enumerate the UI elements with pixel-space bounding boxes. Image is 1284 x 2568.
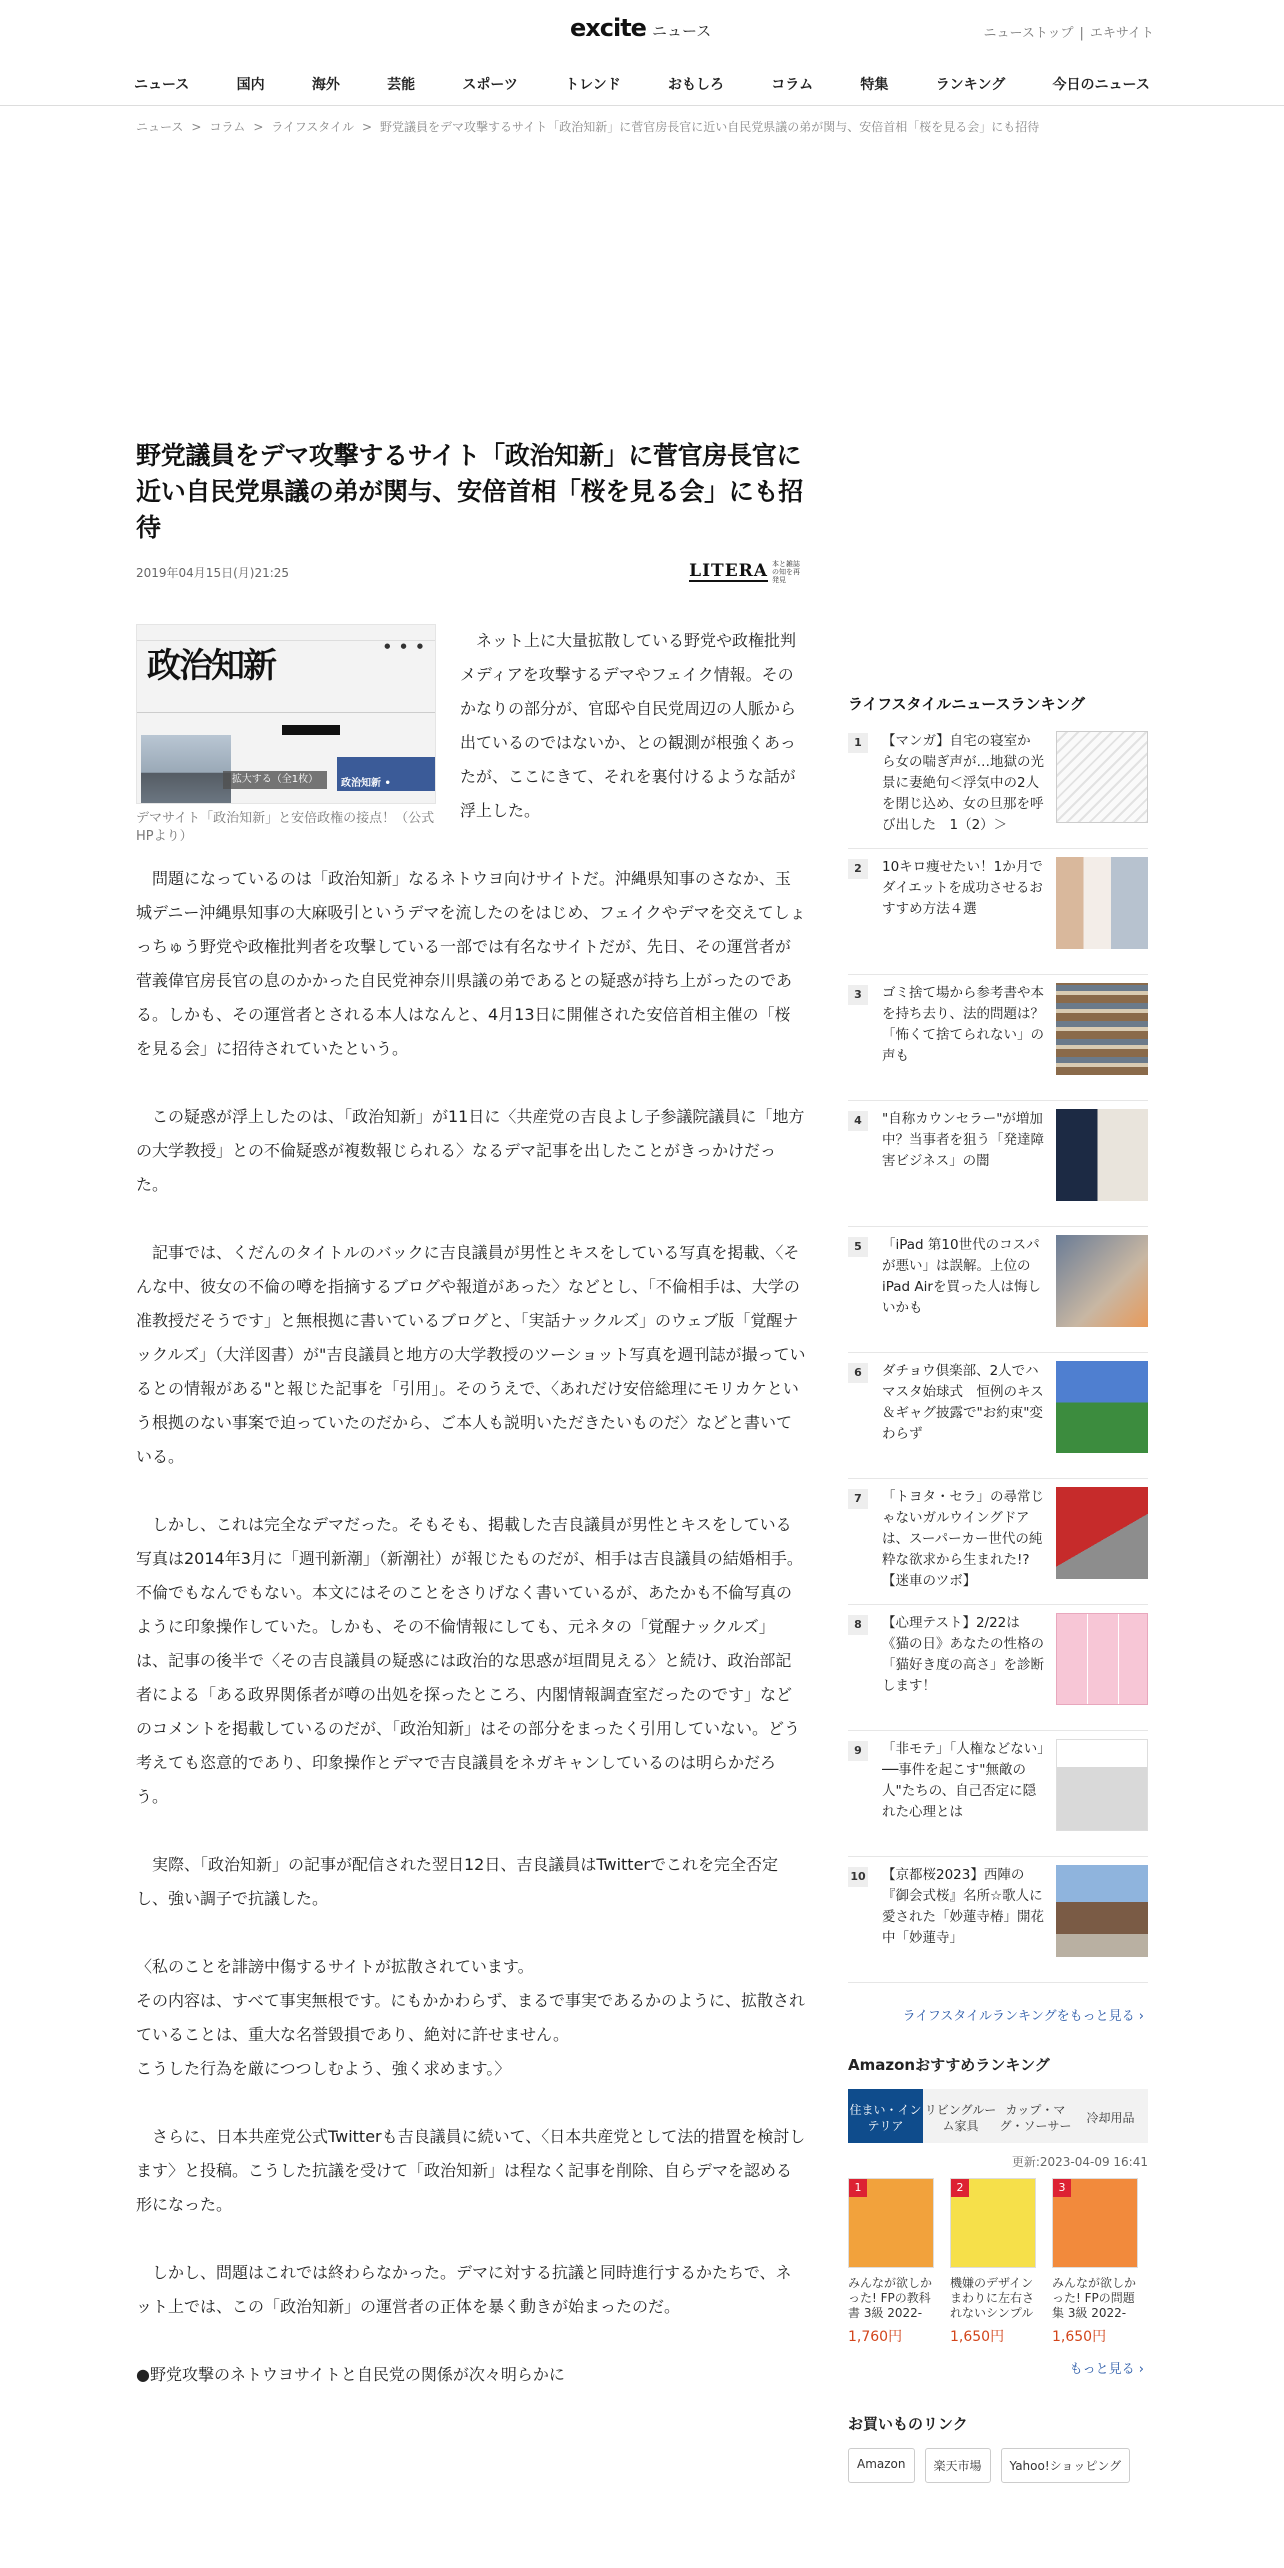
article-paragraph: しかし、これは完全なデマだった。そもそも、掲載した吉良議員が男性とキスをしている写真は2014年3月に「週刊新潮」（新潮社）が報じたものだが、相手は吉良議員の結婚相手。不倫でもなんでもない。本文にはそのことをさりげなく書いているが、あたかも不倫写真のように印象操作していた。しかも、その不倫情報にしても、元ネタの「覚醒ナックルズ」は、記事の後半で〈その吉良議員の疑惑には政治的な思惑が垣間見える〉と続け、政治部記者による「ある政界関係者が噂の出処を探ったところ、内閣情報調査室だったのです」などのコメントを掲載しているのだが、「政治知新」はその部分をまったく引用していない。どう考えても恣意的であり、印象操作とデマで吉良議員をネガキャンしているのは明らかだろう。	[136, 1515, 803, 1806]
article-paragraph: この疑惑が浮上したのは、「政治知新」が11日に〈共産党の吉良よし子参議院議員に「地方の大学教授」との不倫疑惑が複数報じられる〉なるデマ記事を出したことがきっかけだった。	[136, 1107, 805, 1194]
ranking-number: 1	[848, 733, 868, 753]
nav-item-sports[interactable]: スポーツ	[462, 76, 518, 93]
amazon-rank-badge: 1	[849, 2179, 867, 2197]
article-meta	[136, 560, 806, 584]
sidebar	[848, 693, 1148, 2483]
ranking-title: "自称カウンセラー"が増加中？当事者を狙う「発達障害ビジネス」の闇	[882, 1111, 1044, 1169]
ranking-thumbnail	[1056, 731, 1148, 823]
amazon-tab-interior[interactable]: 住まい・インテリア	[848, 2089, 923, 2143]
ranking-number: 7	[848, 1489, 868, 1509]
nav-item-today[interactable]: 今日のニュース	[1052, 76, 1150, 93]
chevron-right-icon: ›	[1138, 2362, 1144, 2377]
article-image[interactable]	[136, 624, 436, 804]
publisher-name: LITERA	[689, 561, 768, 581]
shop-link-yahoo[interactable]: Yahoo!ショッピング	[1001, 2448, 1131, 2483]
nav-item-domestic[interactable]: 国内	[236, 76, 265, 93]
amazon-item[interactable]	[848, 2178, 936, 2346]
ranking-item[interactable]	[848, 975, 1148, 1101]
ranking-item[interactable]	[848, 1227, 1148, 1353]
enlarge-button[interactable]: 拡大する（全1枚）	[223, 771, 327, 789]
amazon-updated: 更新:2023-04-09 16:41	[1011, 2155, 1148, 2169]
ad-space	[0, 138, 1284, 438]
ranking-title: 【心理テスト】2/22は《猫の日》あなたの性格の「猫好き度の高さ」を診断します！	[882, 1615, 1044, 1694]
site-header	[0, 0, 1284, 62]
publisher-logo[interactable]	[689, 560, 806, 584]
article-quote: 〈私のことを誹謗中傷するサイトが拡散されています。 その内容は、すべて事実無根です。にもかかわらず、まるで事実であるかのように、拡散されていることは、重大な名誉毀損であり、絶対に許せません。 こうした行為を厳につつしむよう、強く求めます。〉	[136, 1957, 805, 2078]
nav-item-funny[interactable]: おもしろ	[668, 76, 725, 93]
amazon-item[interactable]	[950, 2178, 1038, 2346]
article-date: 2019年04月15日(月)21:25	[136, 565, 290, 580]
ranking-title: ダチョウ倶楽部、2人でハマスタ始球式 恒例のキス＆ギャグ披露で"お約束"変わらず	[882, 1363, 1044, 1442]
article-paragraph: さらに、日本共産党公式Twitterも吉良議員に続いて、〈日本共産党として法的措置を検討します〉と投稿。こうした抗議を受けて「政治知新」は程なく記事を削除、自らデマを認める形になった。	[136, 2127, 806, 2214]
ranking-item[interactable]	[848, 723, 1148, 849]
amazon-item-title: みんなが欲しかった! FPの問題集 3級 2022-	[1052, 2276, 1137, 2320]
ranking-item[interactable]	[848, 1857, 1148, 1983]
ranking-title: 「非モテ」「人権などない」──事件を起こす"無敵の人"たちの、自己否定に隠れた心理とは	[882, 1741, 1044, 1820]
chevron-right-icon: ›	[1138, 2009, 1144, 2024]
article-title: 野党議員をデマ攻撃するサイト「政治知新」に菅官房長官に近い自民党県議の弟が関与、安倍首相「桜を見る会」にも招待	[136, 441, 803, 542]
shot-photo	[141, 735, 231, 803]
ranking-title: 「iPad 第10世代のコスパが悪い」は誤解。上位のiPad Airを買った人は悔しいかも	[882, 1237, 1041, 1316]
amazon-item[interactable]	[1052, 2178, 1140, 2346]
article-paragraph: ネット上に大量拡散している野党や政権批判メディアを攻撃するデマやフェイク情報。そのかなりの部分が、官邸や自民党周辺の人脈から出ているのではないか、との観測が根強くあったが、ここにきて、それを裏付けるような話が浮上した。	[460, 631, 797, 820]
amazon-item-image	[848, 2178, 934, 2268]
article-figure	[136, 624, 436, 846]
shot-site-logo: 政治知新	[147, 646, 275, 686]
shop-link-amazon[interactable]: Amazon	[848, 2448, 915, 2483]
main-column	[136, 438, 806, 2426]
ranking-more-text: ライフスタイルランキングをもっと見る	[902, 2009, 1135, 2024]
ranking-thumbnail	[1056, 1109, 1148, 1201]
amazon-rank-badge: 2	[951, 2179, 969, 2197]
breadcrumb-lifestyle[interactable]: ライフスタイル	[271, 120, 354, 134]
shop-heading: お買いものリンク	[848, 2415, 968, 2433]
ranking-item[interactable]	[848, 1353, 1148, 1479]
breadcrumb-current: 野党議員をデマ攻撃するサイト「政治知新」に菅官房長官に近い自民党県議の弟が関与、安倍首相「桜を見る会」にも招待	[380, 120, 1040, 134]
publisher-tagline: 本と雑誌の知を再発見	[772, 560, 800, 584]
amazon-tab-furniture[interactable]: リビングルーム家具	[923, 2089, 998, 2143]
ranking-title: 「トヨタ・セラ」の尋常じゃないガルウイングドアは、スーパーカー世代の純粋な欲求から生まれた!?【迷車のツボ】	[882, 1489, 1044, 1589]
shot-facebook-banner: 政治知新 •	[337, 757, 435, 791]
ranking-number: 6	[848, 1363, 868, 1383]
ranking-thumbnail	[1056, 1235, 1148, 1327]
amazon-tab-cooling[interactable]: 冷却用品	[1073, 2089, 1148, 2143]
article-paragraph: しかし、問題はこれでは終わらなかった。デマに対する抗議と同時進行するかたちで、ネット上では、この「政治知新」の運営者の正体を暴く動きが始まったのだ。	[136, 2263, 792, 2316]
header-links: ニューストップ | エキサイト	[983, 26, 1154, 41]
ranking-thumbnail	[1056, 1739, 1148, 1831]
ranking-item[interactable]	[848, 1101, 1148, 1227]
ranking-thumbnail	[1056, 857, 1148, 949]
amazon-item-title: 機嫌のデザイン まわりに左右されないシンプル	[950, 2276, 1035, 2320]
nav-item-trend[interactable]: トレンド	[565, 76, 621, 93]
shop-link-rakuten[interactable]: 楽天市場	[925, 2448, 991, 2483]
ranking-more-link[interactable]	[848, 2005, 1148, 2024]
amazon-rank-badge: 3	[1053, 2179, 1071, 2197]
ranking-item[interactable]	[848, 1479, 1148, 1605]
nav-item-feature[interactable]: 特集	[860, 76, 889, 93]
nav-item-entertainment[interactable]: 芸能	[387, 76, 416, 93]
article-paragraph: 実際、「政治知新」の記事が配信された翌日12日、吉良議員はTwitterでこれを完全否定し、強い調子で抗議した。	[136, 1855, 778, 1908]
article-body	[136, 624, 806, 2392]
ranking-title: 10キロ痩せたい！1か月でダイエットを成功させるおすすめ方法４選	[882, 859, 1043, 917]
breadcrumb: ニュース > コラム > ライフスタイル > 野党議員をデマ攻撃するサイト「政治知新」に菅官房長官に近い自民党県議の弟が関与、安倍首相「桜を見る会」にも招待	[136, 120, 1040, 134]
article-paragraph: 問題になっているのは「政治知新」なるネトウヨ向けサイトだ。沖縄県知事のさなか、玉城デニー沖縄県知事の大麻吸引というデマを流したのをはじめ、フェイクやデマを交えてしょっちゅう野党や政権批判者を攻撃している一部では有名なサイトだが、先日、その運営者が菅義偉官房長官の息のかかった自民党神奈川県議の弟であるとの疑惑が持ち上がったのである。しかも、その運営者とされる本人はなんと、4月13日に開催された安倍首相主催の「桜を見る会」に招待されていたという。	[136, 869, 806, 1058]
ranking-thumbnail	[1056, 1865, 1148, 1957]
site-logo[interactable]	[570, 14, 711, 42]
amazon-item-image	[1052, 2178, 1138, 2268]
figure-caption: デマサイト「政治知新」と安倍政権の接点！（公式HPより）	[136, 811, 435, 844]
breadcrumb-news[interactable]: ニュース	[136, 120, 184, 134]
ranking-list	[848, 723, 1148, 1983]
ranking-number: 8	[848, 1615, 868, 1635]
amazon-item-image	[950, 2178, 1036, 2268]
nav-item-column[interactable]: コラム	[771, 76, 814, 93]
nav-item-ranking[interactable]: ランキング	[935, 76, 1006, 93]
amazon-more-text: もっと見る	[1069, 2362, 1135, 2377]
ranking-thumbnail	[1056, 1361, 1148, 1453]
ranking-number: 2	[848, 859, 868, 879]
ranking-number: 3	[848, 985, 868, 1005]
ranking-number: 9	[848, 1741, 868, 1761]
ranking-title: ゴミ捨て場から参考書や本を持ち去り、法的問題は？「怖くて捨てられない」の声も	[882, 985, 1044, 1064]
article-paragraph: 記事では、くだんのタイトルのバックに吉良議員が男性とキスをしている写真を掲載、〈そんな中、彼女の不倫の噂を指摘するブログや報道があった〉などとし、「不倫相手は、大学の准教授だそうです」と無根拠に書いているブログと、「実話ナックルズ」のウェブ版「覚醒ナックルズ」（大洋図書）が"吉良議員と地方の大学教授のツーショット写真を週刊誌が撮っているとの情報がある"と報じた記事を「引用」。そのうえで、〈あれだけ安倍総理にモリカケという根拠のない事案で迫っていたのだから、ご本人も説明いただきたいものだ〉などと書いている。	[136, 1243, 806, 1466]
shot-sns-icons: ● ● ●	[384, 642, 427, 650]
ranking-number: 5	[848, 1237, 868, 1257]
logo-sub: ニュース	[651, 22, 712, 40]
logo-text: excite	[570, 14, 646, 42]
nav-item-news[interactable]: ニュース	[134, 76, 190, 93]
ranking-title: 【京都桜2023】西陣の『御会式桜』名所☆歌人に愛された「妙蓮寺椿」開花中「妙蓮寺」	[882, 1867, 1044, 1946]
amazon-item-title: みんなが欲しかった! FPの教科書 3級 2022-	[848, 2276, 933, 2320]
shot-button	[282, 725, 340, 735]
amazon-tab-cups[interactable]: カップ・マグ・ソーサー	[998, 2089, 1073, 2143]
nav-item-overseas[interactable]: 海外	[311, 76, 340, 93]
breadcrumb-column[interactable]: コラム	[209, 120, 246, 134]
shop-links	[848, 2448, 1148, 2483]
amazon-item-price: 1,650円	[950, 2329, 1005, 2345]
amazon-more-link[interactable]	[848, 2358, 1148, 2377]
amazon-heading: Amazonおすすめランキング	[848, 2056, 1050, 2074]
excite-link[interactable]: エキサイト	[1089, 26, 1154, 41]
ranking-item[interactable]	[848, 849, 1148, 975]
ranking-item[interactable]	[848, 1731, 1148, 1857]
amazon-item-price: 1,760円	[848, 2329, 903, 2345]
amazon-tabs	[848, 2089, 1148, 2143]
news-top-link[interactable]: ニューストップ	[983, 26, 1074, 41]
ranking-thumbnail	[1056, 1613, 1148, 1705]
ranking-item[interactable]	[848, 1605, 1148, 1731]
ranking-number: 4	[848, 1111, 868, 1131]
ranking-thumbnail	[1056, 1487, 1148, 1579]
amazon-item-price: 1,650円	[1052, 2329, 1107, 2345]
shot-nav	[137, 703, 436, 713]
global-nav	[0, 62, 1284, 106]
ranking-title: 【マンガ】自宅の寝室から女の喘ぎ声が…地獄の光景に妻絶句＜浮気中の2人を閉じ込め、女の旦那を呼び出した 1（2）＞	[882, 733, 1044, 833]
ranking-thumbnail	[1056, 983, 1148, 1075]
article-subheading: ●野党攻撃のネトウヨサイトと自民党の関係が次々明らかに	[136, 2365, 565, 2384]
ranking-number: 10	[848, 1867, 868, 1887]
ranking-heading: ライフスタイルニュースランキング	[848, 695, 1086, 713]
amazon-items	[848, 2178, 1148, 2346]
